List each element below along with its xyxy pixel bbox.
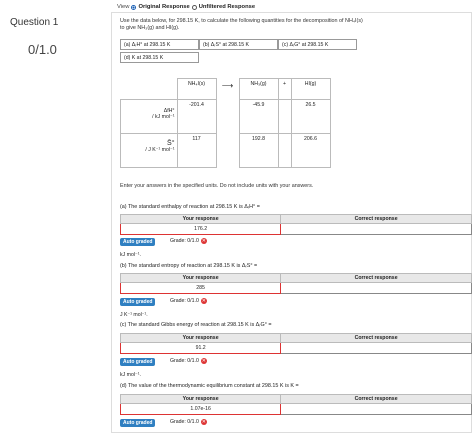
task-c: (c) ΔᵣG° at 298.15 K xyxy=(278,39,357,50)
part-d-prompt: (d) The value of the thermodynamic equilibrium constant at 298.15 K is K = xyxy=(120,383,299,389)
correct-response-header: Correct response xyxy=(281,334,472,343)
part-c-prompt: (c) The standard Gibbs energy of reaction at 298.15 K is ΔᵣG° = xyxy=(120,322,272,328)
view-toggle xyxy=(117,4,255,10)
entropy-unit: / J K⁻¹ mol⁻¹ xyxy=(145,147,175,153)
original-response-radio[interactable] xyxy=(131,5,136,10)
enthalpy-hi: 26.5 xyxy=(291,100,330,134)
part-c-unit: kJ mol⁻¹. xyxy=(120,372,141,378)
auto-graded-badge: Auto graded xyxy=(120,238,155,246)
thermo-data-table xyxy=(120,78,331,168)
part-d-correct xyxy=(281,404,472,415)
part-b-correct xyxy=(281,283,472,294)
incorrect-icon: ✕ xyxy=(201,298,206,304)
enthalpy-row-label xyxy=(121,100,178,134)
part-c-answer[interactable]: 91.2 xyxy=(121,343,281,354)
enthalpy-unit: / kJ mol⁻¹ xyxy=(152,114,175,120)
plus-sign: + xyxy=(278,79,291,100)
grade-text: Grade: 0/1.0 xyxy=(170,358,199,364)
your-response-header: Your response xyxy=(121,274,281,283)
unfiltered-response-label[interactable]: Unfiltered Response xyxy=(198,4,256,10)
entropy-nh3: 192.8 xyxy=(239,134,278,168)
grade-text: Grade: 0/1.0 xyxy=(170,238,199,244)
your-response-header: Your response xyxy=(121,395,281,404)
intro-line-2: to give NH₃(g) and HI(g). xyxy=(120,25,180,31)
auto-graded-badge: Auto graded xyxy=(120,358,155,366)
entropy-symbol: S̄° xyxy=(167,140,175,147)
your-response-header: Your response xyxy=(121,334,281,343)
instructions: Enter your answers in the specified units. Do not include units with your answers. xyxy=(120,183,314,189)
reaction-arrow: ⟶ xyxy=(221,80,234,90)
auto-graded-badge: Auto graded xyxy=(120,419,155,427)
correct-response-header: Correct response xyxy=(281,395,472,404)
task-b: (b) ΔᵣS° at 298.15 K xyxy=(199,39,278,50)
enthalpy-nh3: -45.9 xyxy=(239,100,278,134)
grade-text: Grade: 0/1.0 xyxy=(170,298,199,304)
part-c-response-table xyxy=(120,333,472,354)
correct-response-header: Correct response xyxy=(281,274,472,283)
original-response-label[interactable]: Original Response xyxy=(138,4,190,10)
your-response-header: Your response xyxy=(121,215,281,224)
correct-response-header: Correct response xyxy=(281,215,472,224)
task-a: (a) ΔᵣH° at 298.15 K xyxy=(120,39,199,50)
unfiltered-response-radio[interactable] xyxy=(192,5,197,10)
question-score: 0/1.0 xyxy=(28,42,57,57)
species-nh4i: NH₄I(s) xyxy=(177,79,216,100)
auto-graded-badge: Auto graded xyxy=(120,298,155,306)
question-intro xyxy=(120,18,420,32)
part-d-answer[interactable]: 1.07e-16 xyxy=(121,404,281,415)
incorrect-icon: ✕ xyxy=(201,238,206,244)
intro-line-1: Use the data below, for 298.15 K, to calculate the following quantities for the decomposition of NH₄I(s) xyxy=(120,18,363,24)
part-b-grade xyxy=(170,298,207,304)
entropy-nh4i: 117 xyxy=(177,134,216,168)
enthalpy-nh4i: -201.4 xyxy=(177,100,216,134)
enthalpy-symbol: ΔfH° xyxy=(163,108,175,114)
part-a-response-table xyxy=(120,214,472,235)
part-a-correct xyxy=(281,224,472,235)
incorrect-icon: ✕ xyxy=(201,358,206,364)
part-d-response-table xyxy=(120,394,472,415)
incorrect-icon: ✕ xyxy=(201,419,206,425)
part-a-answer[interactable]: 176.2 xyxy=(121,224,281,235)
species-hi: HI(g) xyxy=(291,79,330,100)
part-d-grade xyxy=(170,419,207,425)
part-a-prompt: (a) The standard enthalpy of reaction at 298.15 K is ΔᵣH° = xyxy=(120,204,260,210)
part-b-prompt: (b) The standard entropy of reaction at 298.15 K is ΔᵣS° = xyxy=(120,263,258,269)
part-b-unit: J K⁻¹ mol⁻¹. xyxy=(120,312,148,318)
part-b-response-table xyxy=(120,273,472,294)
part-a-unit: kJ mol⁻¹. xyxy=(120,252,141,258)
species-nh3: NH₃(g) xyxy=(239,79,278,100)
entropy-hi: 206.6 xyxy=(291,134,330,168)
question-label: Question 1 xyxy=(10,17,59,28)
part-c-grade xyxy=(170,358,207,364)
part-b-answer[interactable]: 285 xyxy=(121,283,281,294)
part-a-grade xyxy=(170,238,207,244)
grade-text: Grade: 0/1.0 xyxy=(170,419,199,425)
entropy-row-label xyxy=(121,134,178,168)
part-c-correct xyxy=(281,343,472,354)
view-label: View xyxy=(117,4,130,10)
task-d: (d) K at 298.15 K xyxy=(120,52,199,63)
